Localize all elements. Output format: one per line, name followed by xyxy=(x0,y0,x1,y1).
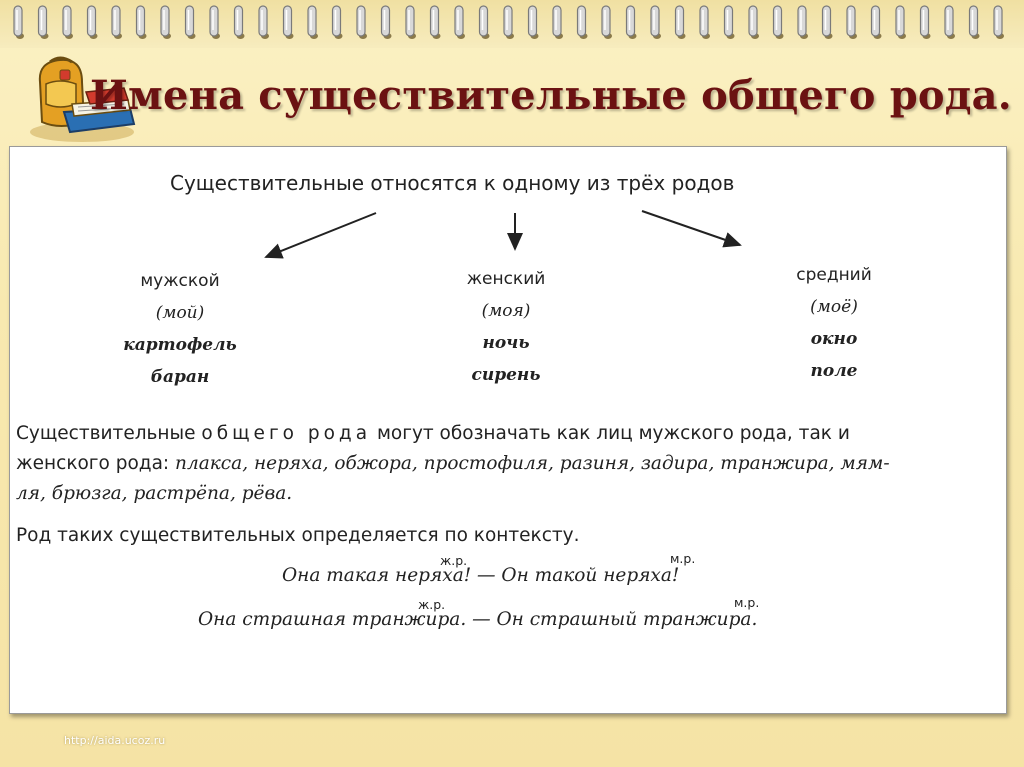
arrow-icon xyxy=(642,211,740,245)
source-link[interactable]: http://aida.ucoz.ru xyxy=(64,734,166,747)
gender-label: средний xyxy=(796,265,872,285)
example-word: баран xyxy=(150,367,210,387)
gender-mark: м.р. xyxy=(670,551,696,566)
gender-mark: ж.р. xyxy=(440,553,468,568)
definition-line-3 xyxy=(16,483,292,504)
definition-text: могут обозначать как лиц мужского рода, так и xyxy=(371,423,850,444)
definition-text: Существительные xyxy=(16,423,202,444)
example-word: ночь xyxy=(482,333,530,353)
example-word: окно xyxy=(810,329,858,349)
example-list: ля, брюзга, растрёпа, рёва. xyxy=(16,483,293,504)
pronoun: (моя) xyxy=(481,301,531,321)
textbook-sheet xyxy=(9,146,1007,714)
context-rule: Род таких существительных определяется по контексту. xyxy=(16,525,580,546)
context-example: Она страшная транжира. — Он страшный транжира. xyxy=(198,609,758,630)
column-feminine xyxy=(406,263,606,391)
definition-line-1 xyxy=(16,423,850,444)
gender-mark: м.р. xyxy=(734,595,760,610)
example-word: поле xyxy=(810,361,858,381)
spaced-term: общего рода xyxy=(201,423,372,444)
definition-text: женского рода: xyxy=(16,453,176,474)
example-word: сирень xyxy=(471,365,541,385)
column-masculine xyxy=(80,265,280,393)
definition-line-2 xyxy=(16,453,890,474)
lead-sentence: Существительные относятся к одному из трёх родов xyxy=(170,171,735,195)
pronoun: (моё) xyxy=(810,297,858,317)
gender-label: женский xyxy=(466,269,546,289)
context-example: Она такая неряха! — Он такой неряха! xyxy=(282,565,680,586)
gender-mark: ж.р. xyxy=(418,597,446,612)
spiral-binding-strip xyxy=(0,0,1024,48)
example-word: картофель xyxy=(123,335,237,355)
pronoun: (мой) xyxy=(155,303,205,323)
column-neuter xyxy=(734,259,934,387)
spiral-binding-icon xyxy=(6,2,1018,46)
example-list: плакса, неряха, обжора, простофиля, разиня, задира, транжира, мям- xyxy=(175,453,890,474)
arrow-icon xyxy=(266,213,376,257)
gender-label: мужской xyxy=(140,271,220,291)
page-title: Имена существительные общего рода. xyxy=(90,72,1012,119)
